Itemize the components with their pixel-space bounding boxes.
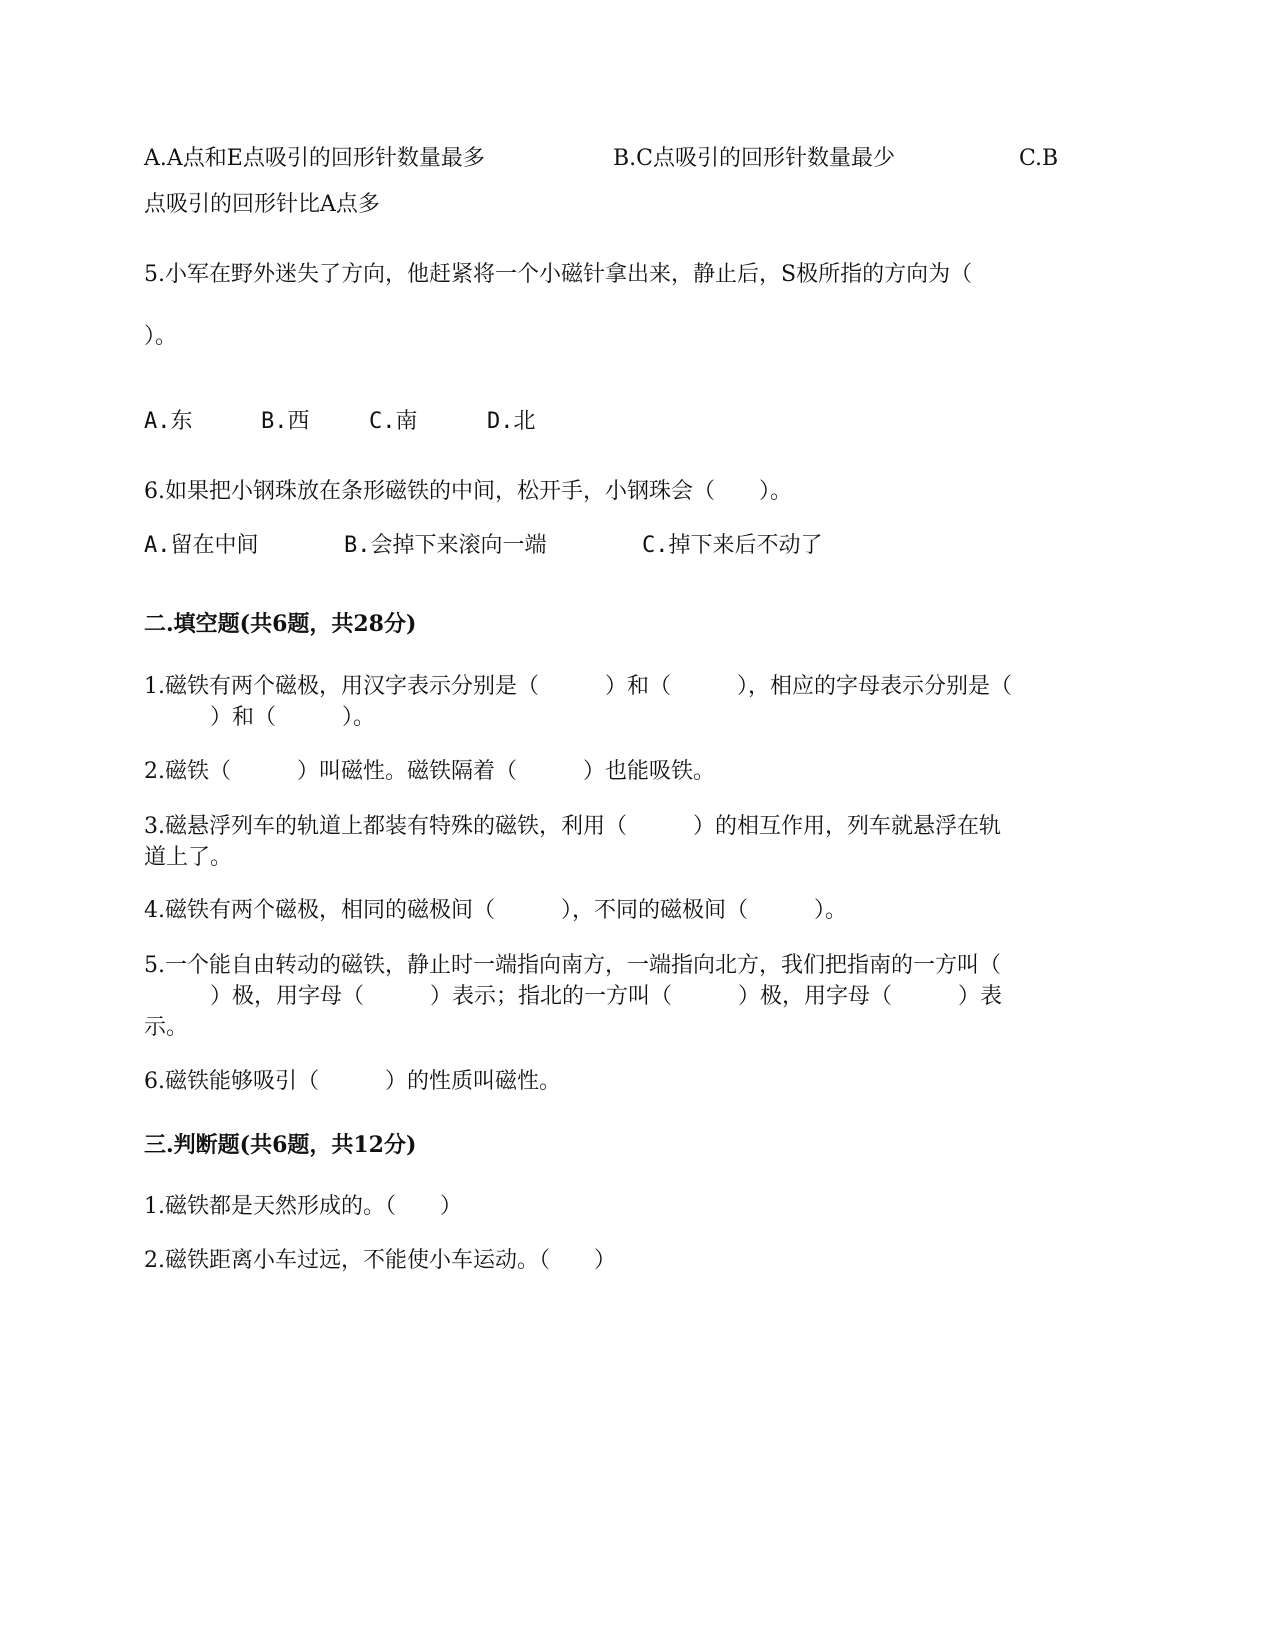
q4-option-c-continuation: 点吸引的回形针比A点多 [144, 192, 380, 217]
s2-q4: 4.磁铁有两个磁极，相同的磁极间（ ），不同的磁极间（ ）。 [144, 898, 847, 923]
q5-option-c: C.南 [369, 409, 418, 434]
s2-q5-line2: ）极，用字母（ ）表示；指北的一方叫（ ）极，用字母（ ）表 [144, 984, 1003, 1009]
s3-q1: 1.磁铁都是天然形成的。（ ） [144, 1194, 462, 1219]
q6-stem: 6.如果把小钢珠放在条形磁铁的中间，松开手，小钢珠会（ ）。 [144, 479, 792, 504]
s2-q3-line2: 道上了。 [144, 845, 233, 870]
s2-q6: 6.磁铁能够吸引（ ）的性质叫磁性。 [144, 1069, 561, 1094]
s2-q5-line1: 5.一个能自由转动的磁铁，静止时一端指向南方，一端指向北方，我们把指南的一方叫（ [144, 953, 1001, 978]
q5-option-a: A.东 [144, 409, 193, 434]
q5-option-b: B.西 [261, 409, 310, 434]
q5-stem-line2: ）。 [144, 324, 178, 349]
s2-q1-line1: 1.磁铁有两个磁极，用汉字表示分别是（ ）和（ ），相应的字母表示分别是（ [144, 674, 1012, 699]
s2-q5-line3: 示。 [144, 1015, 189, 1040]
s2-q2: 2.磁铁（ ）叫磁性。磁铁隔着（ ）也能吸铁。 [144, 759, 715, 784]
q5-option-d: D.北 [487, 409, 536, 434]
q6-option-a: A.留在中间 [144, 533, 259, 558]
q4-option-a: A.A点和E点吸引的回形针数量最多 [144, 146, 485, 171]
q5-stem-line1: 5.小军在野外迷失了方向，他赶紧将一个小磁针拿出来，静止后，S极所指的方向为（ [144, 262, 973, 287]
q4-option-b: B.C点吸引的回形针数量最少 [613, 146, 895, 171]
q6-option-c: C.掉下来后不动了 [642, 533, 823, 558]
q4-option-c: C.B [1019, 146, 1059, 171]
q6-option-b: B.会掉下来滚向一端 [344, 533, 547, 558]
section3-heading: 三.判断题(共6题，共12分) [144, 1132, 417, 1158]
s2-q3-line1: 3.磁悬浮列车的轨道上都装有特殊的磁铁，利用（ ）的相互作用，列车就悬浮在轨 [144, 814, 1001, 839]
s2-q1-line2: ）和（ ）。 [144, 705, 376, 730]
section2-heading: 二.填空题(共6题，共28分) [144, 611, 417, 637]
s3-q2: 2.磁铁距离小车过远，不能使小车运动。（ ） [144, 1248, 616, 1273]
